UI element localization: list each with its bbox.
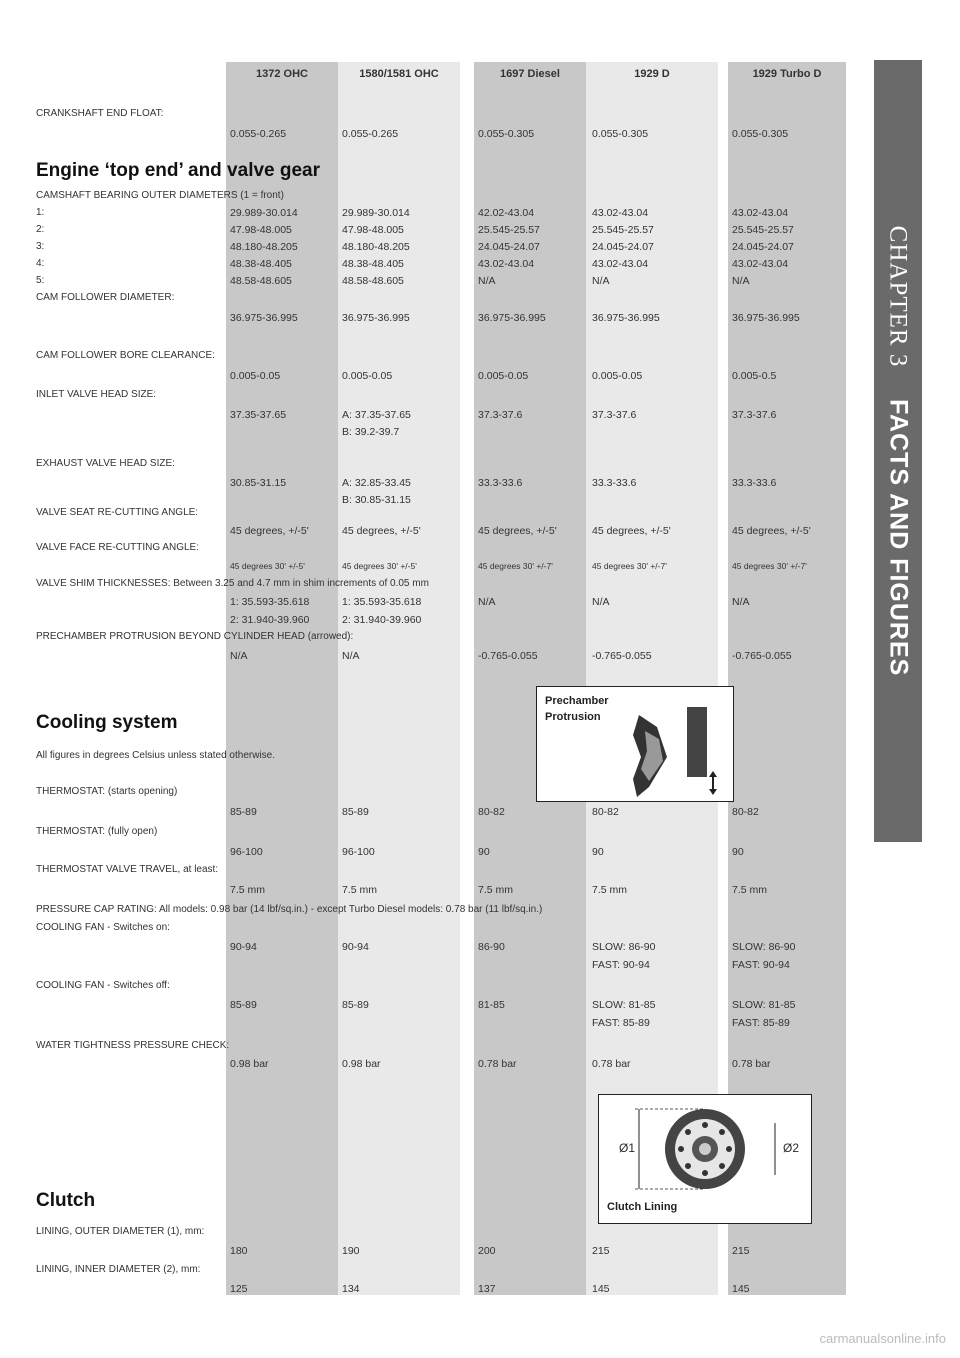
table-cell: N/A xyxy=(478,275,496,287)
table-cell: 0.005-0.05 xyxy=(592,370,643,382)
row-label: 1: xyxy=(36,207,45,218)
table-cell: 180 xyxy=(230,1245,248,1257)
table-cell: 37.3-37.6 xyxy=(478,409,523,421)
table-cell: 90 xyxy=(478,846,490,858)
table-cell: 90-94 xyxy=(230,941,257,953)
table-cell: 47.98-48.005 xyxy=(342,224,404,236)
table-cell: 7.5 mm xyxy=(732,884,768,896)
table-cell: -0.765-0.055 xyxy=(732,650,792,662)
row-label: LINING, OUTER DIAMETER (1), mm: xyxy=(36,1226,205,1237)
row-label: CAM FOLLOWER DIAMETER: xyxy=(36,292,175,303)
table-cell: FAST: 90-94 xyxy=(732,959,790,971)
table-cell: 7.5 mm xyxy=(592,884,628,896)
table-cell: 215 xyxy=(592,1245,610,1257)
cooling-note: All figures in degrees Celsius unless stated otherwise. xyxy=(36,750,276,761)
table-cell: 48.58-48.605 xyxy=(230,275,292,287)
table-cell: 80-82 xyxy=(732,806,759,818)
table-cell: 37.3-37.6 xyxy=(592,409,637,421)
table-cell: 36.975-36.995 xyxy=(230,312,298,324)
table-cell: 2: 31.940-39.960 xyxy=(230,614,310,626)
column-header: 1929 Turbo D xyxy=(752,68,822,80)
table-cell: 96-100 xyxy=(230,846,263,858)
chapter-side-tab xyxy=(874,60,922,842)
table-cell: 45 degrees 30' +/-5' xyxy=(342,561,417,571)
table-cell: 30.85-31.15 xyxy=(230,477,287,489)
table-cell: SLOW: 86-90 xyxy=(592,941,656,953)
row-label: VALVE SHIM THICKNESSES: Between 3.25 and 4.7 mm in shim increments of 0.05 mm xyxy=(36,578,429,589)
table-cell: 80-82 xyxy=(478,806,505,818)
table-cell: 45 degrees, +/-5' xyxy=(342,525,421,537)
table-cell: 1: 35.593-35.618 xyxy=(342,596,422,608)
table-cell: 48.38-48.405 xyxy=(342,258,404,270)
clutch-d1-label: Ø1 xyxy=(619,1141,636,1155)
table-cell: 33.3-33.6 xyxy=(732,477,777,489)
table-cell: 43.02-43.04 xyxy=(478,258,535,270)
table-cell: 36.975-36.995 xyxy=(478,312,546,324)
table-cell: 0.005-0.05 xyxy=(230,370,281,382)
row-label: 2: xyxy=(36,224,45,235)
table-cell: 0.005-0.5 xyxy=(732,370,777,382)
table-cell: 0.78 bar xyxy=(592,1058,631,1070)
row-label: 3: xyxy=(36,241,45,252)
table-cell: SLOW: 86-90 xyxy=(732,941,796,953)
column-header: 1929 D xyxy=(634,68,670,80)
table-cell: 81-85 xyxy=(478,999,505,1011)
table-cell: 0.055-0.305 xyxy=(732,128,789,140)
row-label: THERMOSTAT VALVE TRAVEL, at least: xyxy=(36,864,219,875)
table-cell: N/A xyxy=(732,275,750,287)
table-cell: 33.3-33.6 xyxy=(592,477,637,489)
table-cell: 45 degrees, +/-5' xyxy=(478,525,557,537)
table-cell: 45 degrees 30' +/-7' xyxy=(478,561,553,571)
table-cell: N/A xyxy=(732,596,750,608)
table-cell: 29.989-30.014 xyxy=(230,207,298,219)
table-cell: SLOW: 81-85 xyxy=(592,999,656,1011)
table-cell: N/A xyxy=(230,650,248,662)
clutch-lining-label: Clutch Lining xyxy=(607,1201,678,1213)
table-cell: 0.78 bar xyxy=(732,1058,771,1070)
row-label: CAM FOLLOWER BORE CLEARANCE: xyxy=(36,350,215,361)
table-cell: 24.045-24.07 xyxy=(732,241,794,253)
table-cell: 90-94 xyxy=(342,941,369,953)
table-cell: 36.975-36.995 xyxy=(592,312,660,324)
table-cell: 48.58-48.605 xyxy=(342,275,404,287)
table-cell: 125 xyxy=(230,1283,248,1295)
table-cell: N/A xyxy=(342,650,360,662)
table-cell: 0.055-0.305 xyxy=(478,128,535,140)
table-cell: 24.045-24.07 xyxy=(592,241,654,253)
table-cell: 85-89 xyxy=(230,806,257,818)
table-cell: 2: 31.940-39.960 xyxy=(342,614,422,626)
table-cell: A: 37.35-37.65 xyxy=(342,409,411,421)
table-cell: 86-90 xyxy=(478,941,505,953)
table-cell: 85-89 xyxy=(342,999,369,1011)
table-cell: 0.055-0.265 xyxy=(230,128,287,140)
table-cell: 47.98-48.005 xyxy=(230,224,292,236)
table-cell: 7.5 mm xyxy=(478,884,514,896)
column-header: 1580/1581 OHC xyxy=(359,68,439,80)
table-cell: 7.5 mm xyxy=(342,884,378,896)
row-label: CRANKSHAFT END FLOAT: xyxy=(36,108,164,119)
table-cell: 48.180-48.205 xyxy=(342,241,410,253)
row-label: INLET VALVE HEAD SIZE: xyxy=(36,389,157,400)
table-cell: 24.045-24.07 xyxy=(478,241,540,253)
table-cell: 37.3-37.6 xyxy=(732,409,777,421)
table-cell: 45 degrees, +/-5' xyxy=(230,525,309,537)
table-cell: 42.02-43.04 xyxy=(478,207,535,219)
table-cell: FAST: 85-89 xyxy=(732,1017,790,1029)
table-cell: 45 degrees 30' +/-5' xyxy=(230,561,305,571)
row-label: EXHAUST VALVE HEAD SIZE: xyxy=(36,458,175,469)
prechamber-figure xyxy=(536,686,734,802)
column-header: 1697 Diesel xyxy=(500,68,560,80)
prechamber-diagram-icon xyxy=(537,687,733,801)
table-cell: 0.78 bar xyxy=(478,1058,517,1070)
table-cell: B: 30.85-31.15 xyxy=(342,494,411,506)
row-label: COOLING FAN - Switches on: xyxy=(36,922,170,933)
table-cell: 29.989-30.014 xyxy=(342,207,410,219)
table-cell: 90 xyxy=(592,846,604,858)
table-cell: 0.055-0.265 xyxy=(342,128,399,140)
section-heading-cooling: Cooling system xyxy=(36,712,178,733)
table-cell: 145 xyxy=(732,1283,750,1295)
table-cell: 25.545-25.57 xyxy=(592,224,654,236)
chapter-title: FACTS AND FIGURES xyxy=(884,399,913,677)
table-cell: N/A xyxy=(478,596,496,608)
table-cell: SLOW: 81-85 xyxy=(732,999,796,1011)
table-cell: 45 degrees, +/-5' xyxy=(592,525,671,537)
table-cell: B: 39.2-39.7 xyxy=(342,426,400,438)
table-cell: 7.5 mm xyxy=(230,884,266,896)
table-cell: 43.02-43.04 xyxy=(732,258,789,270)
section-heading-clutch: Clutch xyxy=(36,1190,96,1211)
table-cell: 43.02-43.04 xyxy=(732,207,789,219)
row-label: LINING, INNER DIAMETER (2), mm: xyxy=(36,1264,201,1275)
table-cell: FAST: 85-89 xyxy=(592,1017,650,1029)
table-cell: 43.02-43.04 xyxy=(592,258,649,270)
table-cell: 85-89 xyxy=(230,999,257,1011)
table-cell: 0.98 bar xyxy=(230,1058,269,1070)
section-heading-engine: Engine ‘top end’ and valve gear xyxy=(36,160,321,181)
row-label: VALVE SEAT RE-CUTTING ANGLE: xyxy=(36,507,199,518)
table-cell: 215 xyxy=(732,1245,750,1257)
table-cell: 137 xyxy=(478,1283,496,1295)
table-cell: 45 degrees 30' +/-7' xyxy=(592,561,667,571)
row-label: THERMOSTAT: (fully open) xyxy=(36,826,158,837)
row-label: 4: xyxy=(36,258,45,269)
table-cell: 43.02-43.04 xyxy=(592,207,649,219)
footer-watermark: carmanualsonline.info xyxy=(819,1331,946,1346)
table-cell: FAST: 90-94 xyxy=(592,959,650,971)
row-label: PRESSURE CAP RATING: All models: 0.98 bar (14 lbf/sq.in.) - except Turbo Diesel models: 0.78 bar (11 lbf/sq.in.) xyxy=(36,904,543,915)
table-cell: 48.38-48.405 xyxy=(230,258,292,270)
row-label: THERMOSTAT: (starts opening) xyxy=(36,786,178,797)
row-label: CAMSHAFT BEARING OUTER DIAMETERS (1 = front) xyxy=(36,190,284,201)
row-label: PRECHAMBER PROTRUSION BEYOND CYLINDER HEAD (arrowed): xyxy=(36,631,354,642)
table-cell: 145 xyxy=(592,1283,610,1295)
prechamber-label-line2: Protrusion xyxy=(545,711,601,723)
table-cell: 80-82 xyxy=(592,806,619,818)
table-cell: -0.765-0.055 xyxy=(478,650,538,662)
table-cell: 134 xyxy=(342,1283,360,1295)
table-cell: 1: 35.593-35.618 xyxy=(230,596,310,608)
table-cell: 37.35-37.65 xyxy=(230,409,287,421)
row-label: WATER TIGHTNESS PRESSURE CHECK: xyxy=(36,1040,230,1051)
table-cell: 25.545-25.57 xyxy=(478,224,540,236)
table-cell: N/A xyxy=(592,275,610,287)
table-cell: 45 degrees, +/-5' xyxy=(732,525,811,537)
clutch-d2-label: Ø2 xyxy=(783,1141,800,1155)
chapter-label: CHAPTER 3 xyxy=(884,225,912,368)
row-label: 5: xyxy=(36,275,45,286)
row-label: COOLING FAN - Switches off: xyxy=(36,980,170,991)
table-cell: 96-100 xyxy=(342,846,375,858)
table-cell: 200 xyxy=(478,1245,496,1257)
table-cell: 0.005-0.05 xyxy=(342,370,393,382)
column-header: 1372 OHC xyxy=(256,68,308,80)
table-cell: 36.975-36.995 xyxy=(732,312,800,324)
table-cell: -0.765-0.055 xyxy=(592,650,652,662)
row-label: VALVE FACE RE-CUTTING ANGLE: xyxy=(36,542,199,553)
clutch-lining-figure xyxy=(598,1094,812,1224)
table-cell: 190 xyxy=(342,1245,360,1257)
table-cell: 85-89 xyxy=(342,806,369,818)
prechamber-label-line1: Prechamber xyxy=(545,695,609,707)
table-cell: 90 xyxy=(732,846,744,858)
table-cell: 0.98 bar xyxy=(342,1058,381,1070)
table-cell: 0.055-0.305 xyxy=(592,128,649,140)
table-cell: 0.005-0.05 xyxy=(478,370,529,382)
table-cell: N/A xyxy=(592,596,610,608)
table-cell: 33.3-33.6 xyxy=(478,477,523,489)
table-cell: 48.180-48.205 xyxy=(230,241,298,253)
table-cell: 45 degrees 30' +/-7' xyxy=(732,561,807,571)
table-cell: A: 32.85-33.45 xyxy=(342,477,411,489)
table-cell: 36.975-36.995 xyxy=(342,312,410,324)
table-cell: 25.545-25.57 xyxy=(732,224,794,236)
